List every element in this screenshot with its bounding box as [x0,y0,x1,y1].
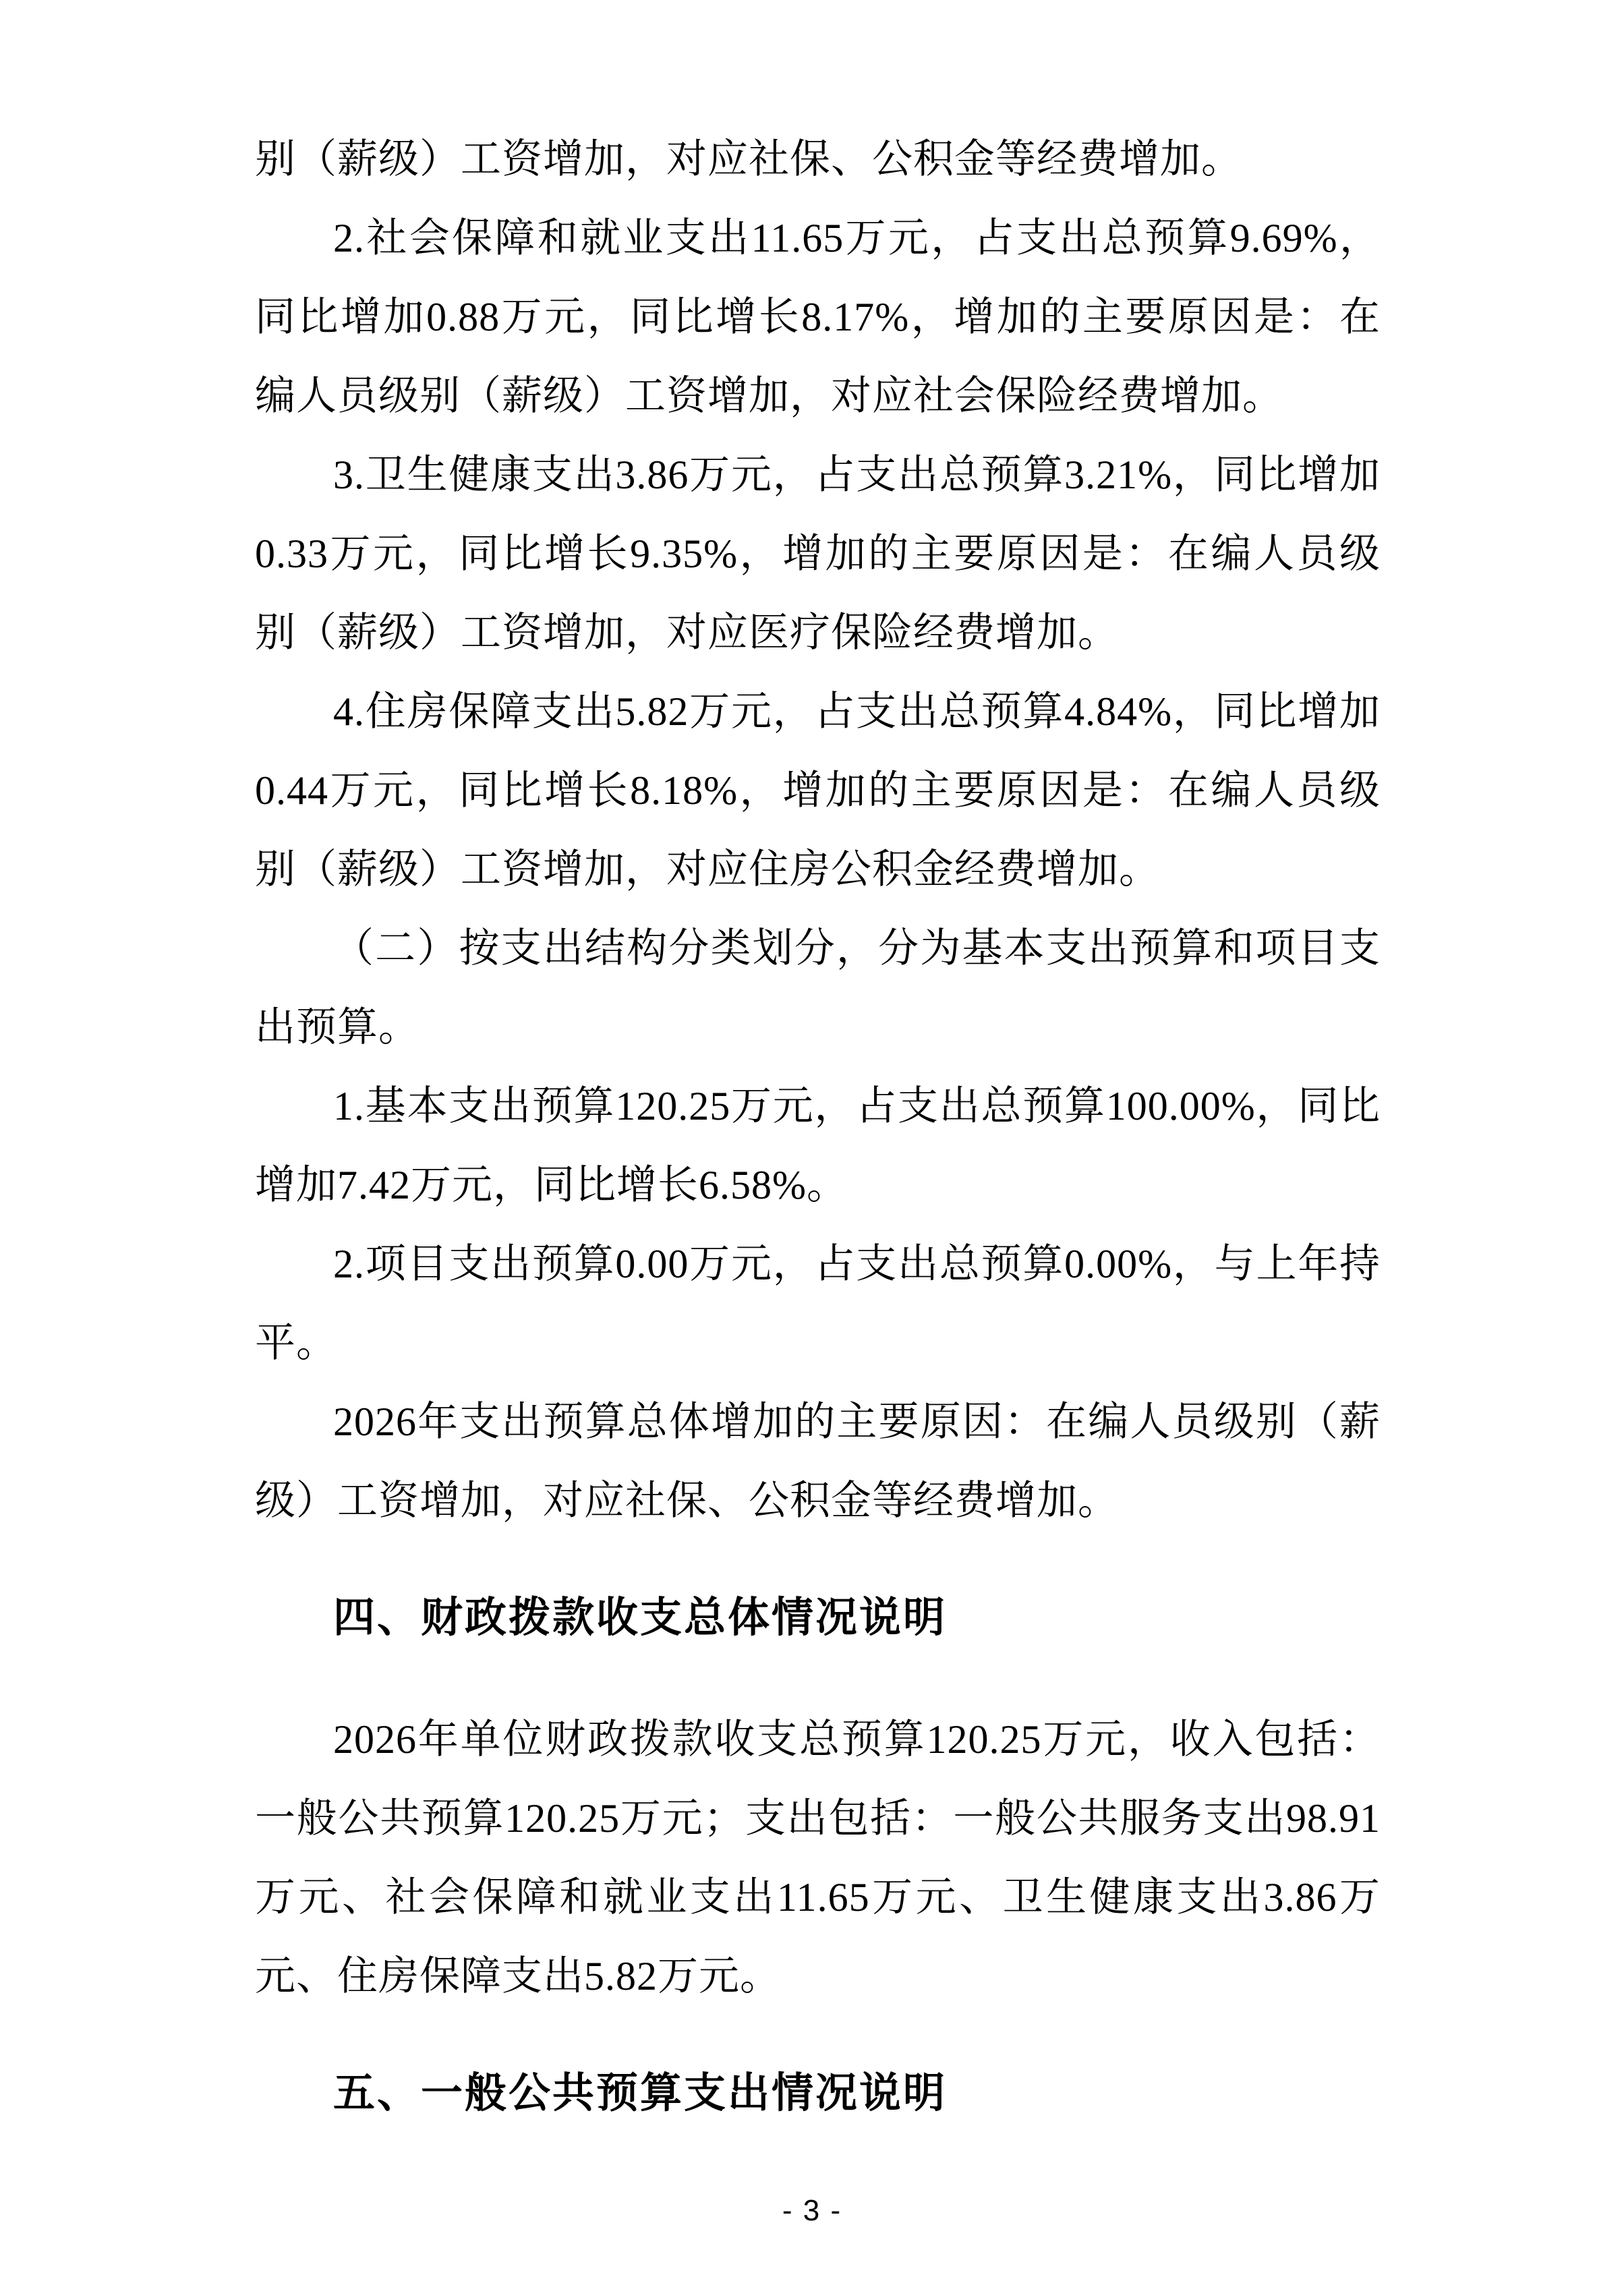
section-heading-5-general-public-budget-expenditure: 五、一般公共预算支出情况说明 [333,2070,948,2116]
body-paragraph-social-security-expenditure: 2.社会保障和就业支出11.65万元，占支出总预算9.69%，同比增加0.88万元，同比增长8.17%，增加的主要原因是：在编人员级别（薪级）工资增加，对应社会保险经费增加。 [255,216,1381,418]
body-paragraph-fiscal-appropriation-summary: 2026年单位财政拨款收支总预算120.25万元，收入包括：一般公共预算120.25万元；支出包括：一般公共服务支出98.91万元、社会保障和就业支出11.65万元、卫生健康支出3.86万元、住房保障支出5.82万元。 [255,1717,1381,1998]
body-paragraph-overall-increase-reason: 2026年支出预算总体增加的主要原因：在编人员级别（薪级）工资增加，对应社保、公积金等经费增加。 [255,1400,1381,1523]
body-paragraph-health-expenditure: 3.卫生健康支出3.86万元，占支出总预算3.21%，同比增加0.33万元，同比增长9.35%，增加的主要原因是：在编人员级别（薪级）工资增加，对应医疗保险经费增加。 [255,453,1381,655]
body-paragraph-expenditure-structure: （二）按支出结构分类划分，分为基本支出预算和项目支出预算。 [255,926,1381,1049]
body-paragraph-housing-expenditure: 4.住房保障支出5.82万元，占支出总预算4.84%，同比增加0.44万元，同比增长8.18%，增加的主要原因是：在编人员级别（薪级）工资增加，对应住房公积金经费增加。 [255,689,1381,892]
section-heading-4-fiscal-appropriation-overview: 四、财政拨款收支总体情况说明 [333,1594,948,1641]
page-number: - 3 - [782,2194,842,2227]
body-paragraph-salary-continuation: 别（薪级）工资增加，对应社保、公积金等经费增加。 [255,137,1242,181]
body-paragraph-basic-expenditure-budget: 1.基本支出预算120.25万元，占支出总预算100.00%，同比增加7.42万元，同比增长6.58%。 [255,1084,1381,1207]
page-body [255,120,1381,2176]
body-paragraph-project-expenditure-budget: 2.项目支出预算0.00万元，占支出总预算0.00%，与上年持平。 [255,1242,1381,1365]
page-footer [0,2191,1624,2231]
